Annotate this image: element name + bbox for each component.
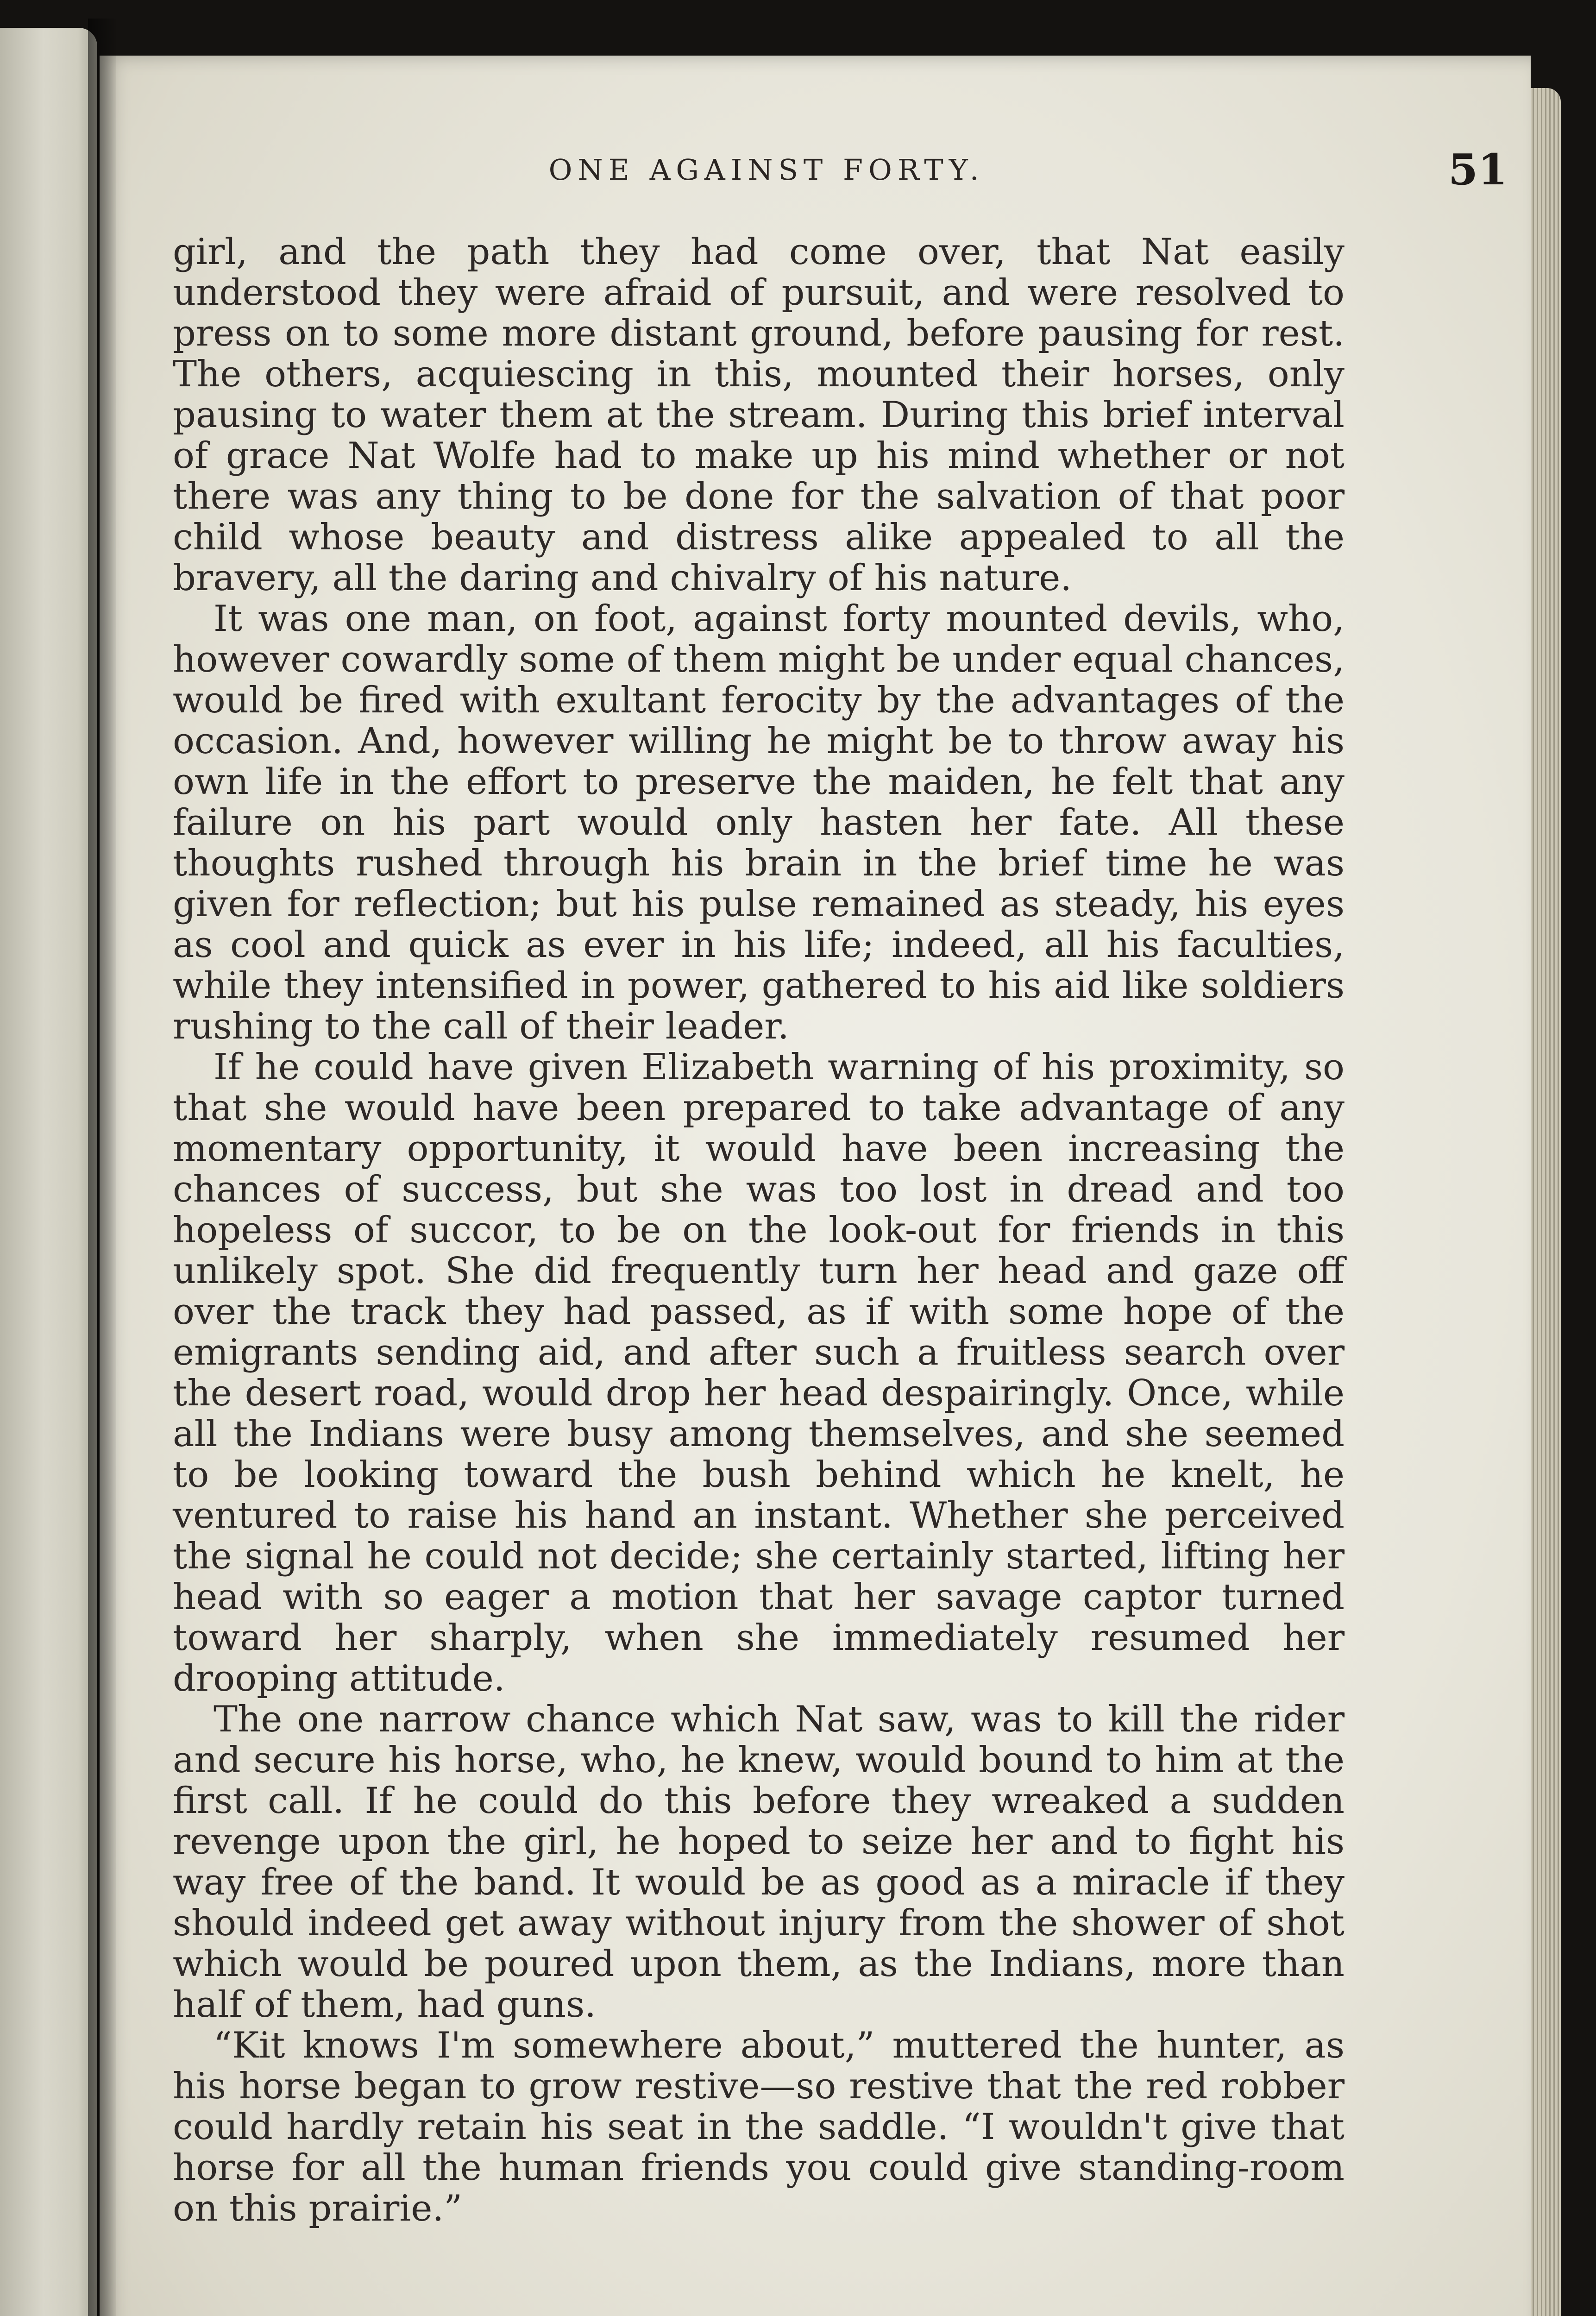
paragraph-4: The one narrow chance which Nat saw, was to kill the rider and secure his horse, who, he knew, would bound to him at the first call. If he could do this before they wreaked a sudden revenge upon the girl, he hoped to seize her and to fight his way free of the band. It would be as good as a miracle if they should indeed get away without injury from the shower of shot which would be poured upon them, as the Indians, more than half of them, had guns. — [173, 1699, 1345, 2026]
paragraph-3: If he could have given Elizabeth warning of his proximity, so that she would have been prepared to take advantage of any momentary opportunity, it would have been increasing the chances of success, but she was too lost in dread and too hopeless of succor, to be on the look-out for friends in this unlikely spot. She did frequently turn her head and gaze off over the track they had passed, as if with some hope of the emigrants sending aid, and after such a fruitless search over the desert road, would drop her head despairingly. Once, while all the Indians were busy among themselves, and she seemed to be looking toward the bush behind which he knelt, he ventured to raise his hand an instant. Whether she perceived the signal he could not decide; she certainly started, lifting her head with so eager a motion that her savage captor turned toward her sharply, when she immediately resumed her drooping attitude. — [173, 1046, 1345, 1699]
chapter-title: ONE AGAINST FORTY. — [548, 153, 985, 187]
page-number: 51 — [1448, 145, 1508, 195]
running-head — [100, 145, 1531, 199]
book-page — [100, 56, 1531, 2316]
paragraph-2: It was one man, on foot, against forty mounted devils, who, however cowardly some of them might be under equal chances, would be fired with exultant ferocity by the advantages of the occasion. And, however willing he might be to throw away his own life in the effort to preserve the maiden, he felt that any failure on his part would only hasten her fate. All these thoughts rushed through his brain in the brief time he was given for reflection; but his pulse remained as steady, his eyes as cool and quick as ever in his life; indeed, all his faculties, while they intensified in power, gathered to his aid like soldiers rushing to the call of their leader. — [173, 598, 1345, 1047]
spine-shadow — [88, 19, 116, 2316]
body-text — [173, 232, 1345, 2229]
paragraph-5: “Kit knows I'm somewhere about,” muttered the hunter, as his horse began to grow restive—so restive that the red robber could hardly retain his seat in the saddle. “I wouldn't give that horse for all the human friends you could give standing-room on this prairie.” — [173, 2025, 1345, 2229]
paragraph-1: girl, and the path they had come over, that Nat easily understood they were afraid of pursuit, and were resolved to press on to some more distant ground, before pausing for rest. The others, acquiescing in this, mounted their horses, only pausing to water them at the stream. During this brief interval of grace Nat Wolfe had to make up his mind whether or not there was any thing to be done for the salvation of that poor child whose beauty and distress alike appealed to all the bravery, all the daring and chivalry of his nature. — [173, 231, 1345, 599]
previous-page-edge — [0, 28, 97, 2316]
